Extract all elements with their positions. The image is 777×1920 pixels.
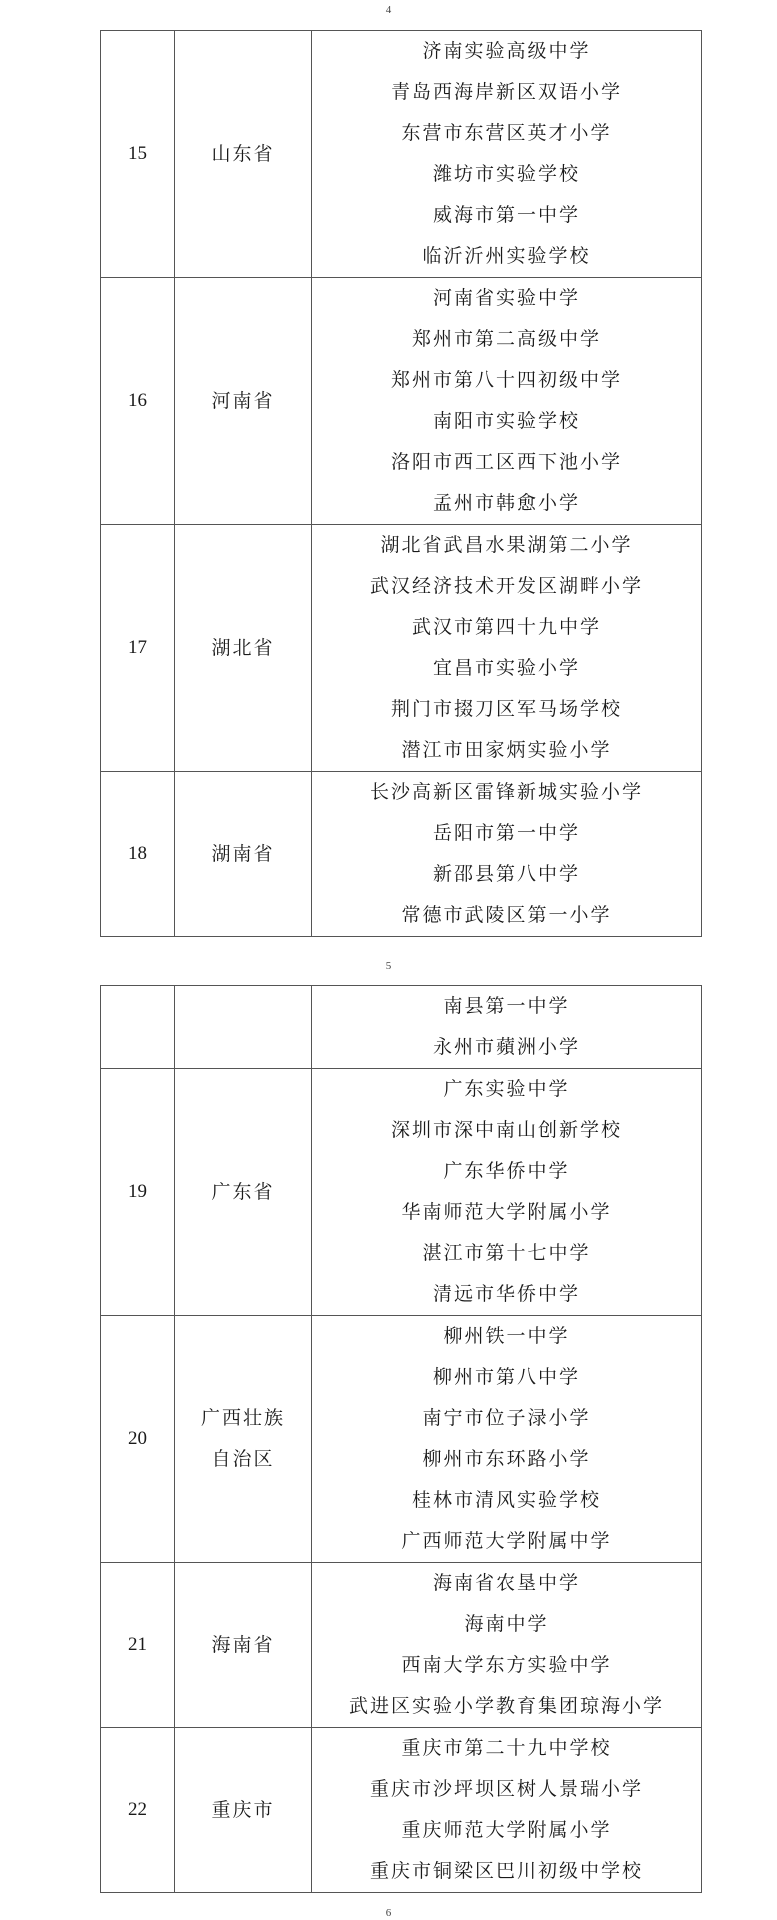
school-name: 海南省农垦中学 <box>432 1572 580 1594</box>
row-number: 22 <box>101 1728 175 1893</box>
school-name: 柳州铁一中学 <box>443 1325 570 1347</box>
province-name: 河南省 <box>211 389 275 412</box>
school-name: 南县第一中学 <box>443 995 570 1017</box>
school-list-cell <box>312 31 702 278</box>
province-cell <box>175 31 312 278</box>
school-table-part-1 <box>100 30 702 937</box>
row-number: 17 <box>101 525 175 772</box>
table-row <box>101 1563 702 1728</box>
page-number-top: 4 <box>385 4 392 16</box>
school-list-cell <box>312 1563 702 1728</box>
province-name: 广西壮族 <box>200 1407 285 1429</box>
province-name: 自治区 <box>211 1448 275 1470</box>
school-name: 重庆师范大学附属小学 <box>401 1819 612 1841</box>
school-name: 新邵县第八中学 <box>432 863 580 885</box>
school-name: 荆门市掇刀区军马场学校 <box>390 698 622 720</box>
province-name: 山东省 <box>211 142 275 165</box>
school-name: 潍坊市实验学校 <box>432 163 580 185</box>
row-number: 18 <box>101 772 175 937</box>
row-number: 15 <box>101 31 175 278</box>
table-row <box>101 772 702 937</box>
province-name: 广东省 <box>211 1180 275 1203</box>
school-list-cell <box>312 1728 702 1893</box>
school-name: 柳州市东环路小学 <box>422 1448 591 1470</box>
province-cell <box>175 525 312 772</box>
province-cell <box>175 986 312 1069</box>
school-name: 临沂沂州实验学校 <box>422 245 591 267</box>
school-name: 清远市华侨中学 <box>432 1283 580 1305</box>
school-list-cell <box>312 525 702 772</box>
school-name: 深圳市深中南山创新学校 <box>390 1119 622 1141</box>
province-name: 湖南省 <box>211 842 275 865</box>
school-name: 广东实验中学 <box>443 1078 570 1100</box>
page-number-middle: 5 <box>385 960 392 972</box>
school-name: 孟州市韩愈小学 <box>432 492 580 514</box>
school-name: 济南实验高级中学 <box>422 40 591 62</box>
school-name: 郑州市第二高级中学 <box>411 328 601 350</box>
school-list-cell <box>312 278 702 525</box>
table-row <box>101 1316 702 1563</box>
table-body <box>101 986 702 1893</box>
province-name: 湖北省 <box>211 636 275 659</box>
school-list-cell <box>312 772 702 937</box>
school-name: 重庆市铜梁区巴川初级中学校 <box>369 1860 643 1882</box>
school-name: 广西师范大学附属中学 <box>401 1530 612 1552</box>
province-cell <box>175 1316 312 1563</box>
school-name: 柳州市第八中学 <box>432 1366 580 1388</box>
school-list-cell <box>312 1316 702 1563</box>
row-number: 20 <box>101 1316 175 1563</box>
school-name: 武汉市第四十九中学 <box>411 616 601 638</box>
school-name: 南宁市位子渌小学 <box>422 1407 591 1429</box>
province-cell <box>175 772 312 937</box>
province-cell <box>175 1069 312 1316</box>
province-name: 海南省 <box>211 1633 275 1656</box>
province-cell <box>175 1728 312 1893</box>
school-name: 洛阳市西工区西下池小学 <box>390 451 622 473</box>
table-body <box>101 31 702 937</box>
school-name: 常德市武陵区第一小学 <box>401 904 612 926</box>
school-name: 郑州市第八十四初级中学 <box>390 369 622 391</box>
school-name: 武汉经济技术开发区湖畔小学 <box>369 575 643 597</box>
school-name: 长沙高新区雷锋新城实验小学 <box>369 781 643 803</box>
school-name: 东营市东营区英才小学 <box>401 122 612 144</box>
row-number: 19 <box>101 1069 175 1316</box>
school-name: 威海市第一中学 <box>432 204 580 226</box>
school-name: 桂林市清风实验学校 <box>411 1489 601 1511</box>
school-name: 湖北省武昌水果湖第二小学 <box>380 534 633 556</box>
province-cell <box>175 1563 312 1728</box>
row-number <box>101 986 175 1069</box>
school-name: 永州市蘋洲小学 <box>432 1036 580 1058</box>
school-name: 宜昌市实验小学 <box>432 657 580 679</box>
table-row <box>101 31 702 278</box>
school-name: 潜江市田家炳实验小学 <box>401 739 612 761</box>
province-name: 重庆市 <box>211 1798 275 1821</box>
school-name: 河南省实验中学 <box>432 287 580 309</box>
school-name: 重庆市沙坪坝区树人景瑞小学 <box>369 1778 643 1800</box>
table-row <box>101 525 702 772</box>
table-row <box>101 278 702 525</box>
school-name: 海南中学 <box>464 1613 549 1635</box>
school-name: 湛江市第十七中学 <box>422 1242 591 1264</box>
table-row <box>101 1728 702 1893</box>
table-row <box>101 986 702 1069</box>
row-number: 16 <box>101 278 175 525</box>
school-name: 武进区实验小学教育集团琼海小学 <box>348 1695 664 1717</box>
school-list-cell <box>312 986 702 1069</box>
school-name: 广东华侨中学 <box>443 1160 570 1182</box>
province-cell <box>175 278 312 525</box>
school-name: 青岛西海岸新区双语小学 <box>390 81 622 103</box>
school-name: 岳阳市第一中学 <box>432 822 580 844</box>
school-list-cell <box>312 1069 702 1316</box>
school-table-part-2 <box>100 985 702 1893</box>
row-number: 21 <box>101 1563 175 1728</box>
table-row <box>101 1069 702 1316</box>
school-name: 重庆市第二十九中学校 <box>401 1737 612 1759</box>
school-name: 华南师范大学附属小学 <box>401 1201 612 1223</box>
school-name: 南阳市实验学校 <box>432 410 580 432</box>
page-number-bottom: 6 <box>385 1907 392 1919</box>
school-name: 西南大学东方实验中学 <box>401 1654 612 1676</box>
